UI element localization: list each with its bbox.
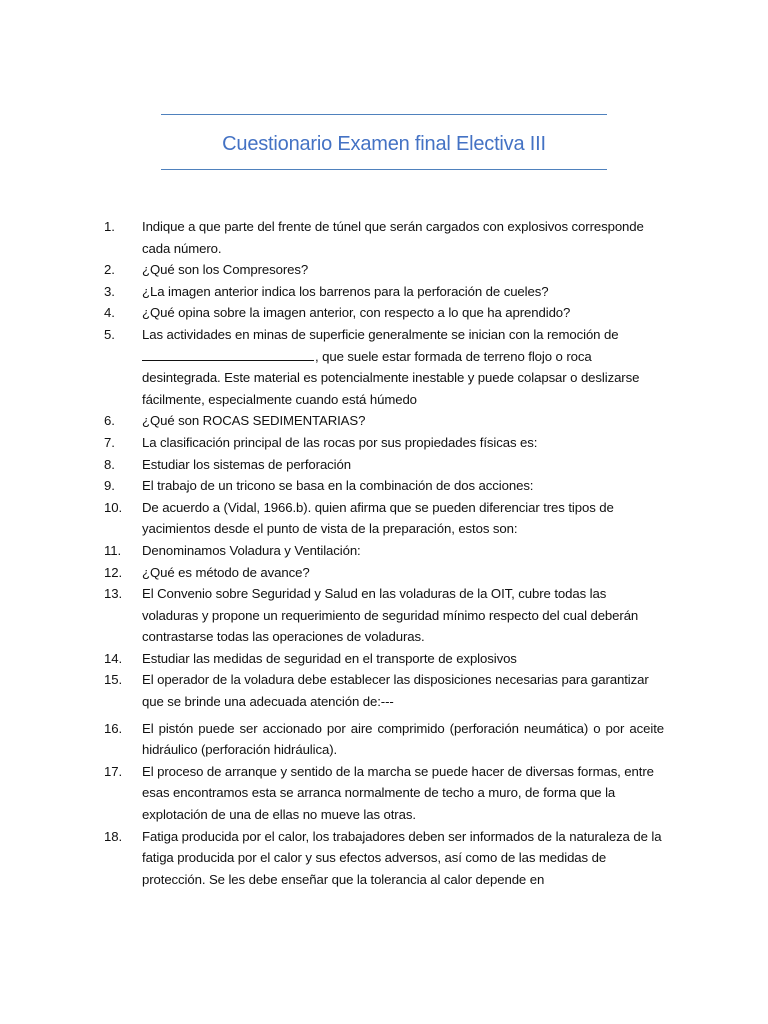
question-number: 6. (104, 413, 115, 429)
question-number: 18. (104, 828, 123, 844)
question-text: ¿Qué son los Compresores? (142, 262, 309, 278)
question-item (104, 540, 664, 562)
fill-in-blank (142, 347, 314, 361)
question-text: ¿Qué son ROCAS SEDIMENTARIAS? (142, 413, 366, 429)
question-item (104, 259, 664, 281)
question-item (104, 302, 664, 324)
question-item (104, 562, 664, 584)
question-item (104, 324, 664, 410)
question-text: El proceso de arranque y sentido de la marcha se puede hacer de diversas formas, entre esas encontramos esta se arranca normalmente de techo a muro, de forma que la explotación de una de ellas no mueve las otras. (142, 763, 654, 823)
question-number: 3. (104, 283, 115, 299)
question-number: 17. (104, 763, 123, 779)
question-text: Estudiar los sistemas de perforación (142, 456, 351, 472)
question-number: 1. (104, 219, 115, 234)
question-text: Fatiga producida por el calor, los trabajadores deben ser informados de la naturaleza de la fatiga producida por el calor y sus efectos adversos, así como de las medidas de protección. Se les debe enseñar que la tolerancia al calor depende en (142, 828, 662, 887)
question-number: 9. (104, 478, 115, 494)
question-item (104, 410, 664, 432)
question-item (104, 216, 664, 259)
document-title: Cuestionario Examen final Electiva III (222, 133, 546, 155)
question-list (104, 216, 664, 890)
question-text: ¿La imagen anterior indica los barrenos para la perforación de cueles? (142, 283, 549, 299)
title-rule-bottom (161, 169, 607, 170)
question-text: ¿Qué es método de avance? (142, 564, 310, 580)
question-item (104, 432, 664, 454)
question-number: 13. (104, 586, 123, 602)
question-text: De acuerdo a (Vidal, 1966.b). quien afirma que se pueden diferenciar tres tipos de yacimientos desde el punto de vista de la preparación, estos son: (142, 499, 614, 537)
question-item (104, 669, 664, 712)
title-rule-top (161, 114, 607, 115)
question-item (104, 454, 664, 476)
question-item (104, 761, 664, 826)
question-number: 11. (104, 542, 122, 558)
question-item (104, 475, 664, 497)
question-item (104, 497, 664, 540)
question-text (142, 324, 664, 410)
question-number: 7. (104, 434, 115, 450)
question-text: El trabajo de un tricono se basa en la combinación de dos acciones: (142, 478, 534, 494)
question-text: Indique a que parte del frente de túnel que serán cargados con explosivos corresponde cada número. (142, 219, 644, 256)
question-text: Denominamos Voladura y Ventilación: (142, 542, 361, 558)
question-number: 16. (104, 720, 123, 736)
question-number: 10. (104, 499, 123, 515)
question-number: 8. (104, 456, 115, 472)
question-text-before-blank: Las actividades en minas de superficie generalmente se inician con la remoción de (142, 326, 619, 342)
question-number: 2. (104, 262, 115, 278)
question-text: El Convenio sobre Seguridad y Salud en las voladuras de la OIT, cubre todas las voladuras y propone un requerimiento de seguridad mínimo respecto del cual deberán contrastarse todas las operaciones de voladuras. (142, 586, 639, 645)
question-item (104, 718, 664, 761)
question-item (104, 583, 664, 648)
question-number: 4. (104, 305, 115, 321)
question-number: 14. (104, 650, 123, 666)
question-number: 5. (104, 326, 115, 342)
question-number: 15. (104, 672, 123, 688)
question-item (104, 826, 664, 891)
question-text: ¿Qué opina sobre la imagen anterior, con respecto a lo que ha aprendido? (142, 305, 571, 321)
question-text: El pistón puede ser accionado por aire comprimido (perforación neumática) o por aceite hidráulico (perforación hidráulica). (142, 720, 664, 758)
question-text: El operador de la voladura debe establecer las disposiciones necesarias para garantizar que se brinde una adecuada atención de:--- (142, 672, 649, 710)
question-item (104, 648, 664, 670)
question-number: 12. (104, 564, 123, 580)
question-text: Estudiar las medidas de seguridad en el transporte de explosivos (142, 650, 517, 666)
question-text-after-blank: , que suele estar formada de terreno flojo o roca desintegrada. Este material es potencialmente inestable y puede colapsar o deslizarse fácilmente, especialmente cuando está húmedo (142, 348, 640, 407)
question-text: La clasificación principal de las rocas por sus propiedades físicas es: (142, 434, 538, 450)
question-item (104, 281, 664, 303)
